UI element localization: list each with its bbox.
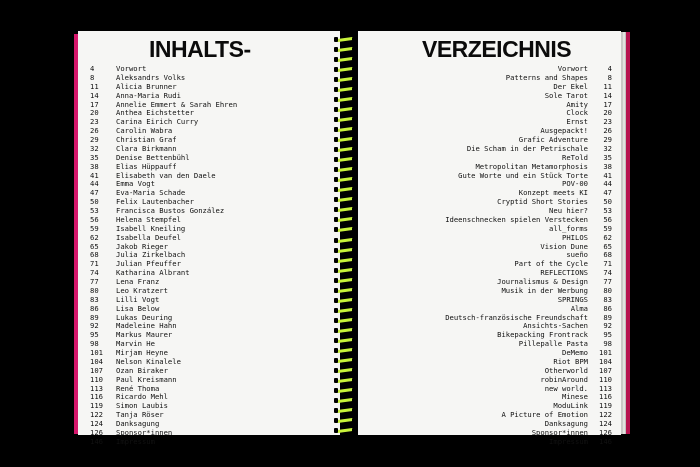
toc-entry-title: Paul Kreismann bbox=[116, 374, 177, 384]
spiral-coil bbox=[334, 47, 356, 52]
toc-entry-title: Julian Pfeuffer bbox=[116, 259, 181, 269]
toc-page-number: 77 bbox=[603, 277, 612, 286]
toc-page-number: 116 bbox=[599, 392, 612, 402]
toc-entry-title: Sole Tarot bbox=[544, 90, 588, 100]
spiral-binding bbox=[334, 37, 356, 433]
toc-page-number: 4 bbox=[607, 64, 612, 73]
spiral-coil bbox=[334, 177, 356, 182]
toc-entry-title: Deutsch-französische Freundschaft bbox=[445, 312, 588, 322]
spiral-coil bbox=[334, 87, 356, 92]
toc-page-number: 113 bbox=[90, 383, 103, 393]
toc-page-number: 86 bbox=[90, 303, 99, 313]
toc-page-number: 56 bbox=[90, 214, 99, 224]
toc-entry-title: Impressum bbox=[549, 436, 588, 446]
toc-entry-title: Gute Worte und ein Stück Torte bbox=[458, 170, 588, 180]
spiral-coil bbox=[334, 57, 356, 62]
toc-entry-title: DeMemo bbox=[562, 348, 588, 357]
toc-page-number: 41 bbox=[90, 170, 99, 180]
spiral-coil bbox=[334, 187, 356, 192]
toc-entry-title: Elisabeth van den Daele bbox=[116, 170, 216, 180]
toc-entry-title: Katharina Albrant bbox=[116, 268, 190, 278]
spiral-coil bbox=[334, 157, 356, 162]
spiral-coil bbox=[334, 368, 356, 373]
toc-entry-title: Clara Birkmann bbox=[116, 143, 177, 153]
toc-page-number: 44 bbox=[90, 179, 99, 189]
toc-page-number: 59 bbox=[90, 223, 99, 233]
spiral-coil bbox=[334, 197, 356, 202]
toc-page-number: 110 bbox=[90, 374, 103, 384]
toc-page-number: 101 bbox=[599, 348, 612, 357]
toc-page-number: 62 bbox=[90, 232, 99, 242]
spiral-coil bbox=[334, 77, 356, 82]
toc-entry bbox=[366, 438, 612, 447]
spiral-coil bbox=[334, 268, 356, 273]
spiral-coil bbox=[334, 378, 356, 383]
spiral-coil bbox=[334, 258, 356, 263]
toc-page-number: 89 bbox=[603, 312, 612, 322]
toc-entry-title: Patterns and Shapes bbox=[505, 72, 588, 82]
toc-page-number: 92 bbox=[603, 321, 612, 331]
toc-page-number: 65 bbox=[603, 241, 612, 251]
toc-page-number: 98 bbox=[603, 339, 612, 349]
toc-page-number: 122 bbox=[599, 410, 612, 420]
toc-entry-title: Lilli Vogt bbox=[116, 294, 160, 304]
toc-entry-title: Danksagung bbox=[116, 419, 160, 428]
toc-entry-title: Carolin Wabra bbox=[116, 126, 173, 136]
right-page-edge bbox=[621, 32, 630, 434]
toc-entry-title: Felix Lautenbacher bbox=[116, 197, 194, 207]
toc-page-number: 104 bbox=[599, 356, 612, 366]
toc-entry-title: A Picture of Emotion bbox=[501, 410, 588, 420]
toc-page-number: 47 bbox=[90, 188, 99, 198]
toc-entry-title: Helena Stempfel bbox=[116, 214, 181, 224]
toc-entry-title: Ausgepackt! bbox=[540, 126, 588, 136]
toc-entry-title: Otherworld bbox=[544, 365, 588, 375]
toc-page-number: 62 bbox=[603, 232, 612, 242]
toc-page-number: 124 bbox=[599, 419, 612, 428]
spiral-coil bbox=[334, 117, 356, 122]
toc-entry-title: Nelson Kinalele bbox=[116, 356, 181, 366]
spiral-coil bbox=[334, 97, 356, 102]
toc-page-number: 4 bbox=[90, 64, 95, 73]
spiral-coil bbox=[334, 388, 356, 393]
toc-page-number: 29 bbox=[603, 135, 612, 144]
toc-page-number: 20 bbox=[90, 108, 99, 118]
toc-page-number: 74 bbox=[90, 268, 99, 278]
toc-page-number: 32 bbox=[90, 143, 99, 153]
toc-entry-title: Annelie Emmert & Sarah Ehren bbox=[116, 99, 238, 109]
spiral-coil bbox=[334, 107, 356, 112]
toc-page-number: 116 bbox=[90, 392, 103, 402]
project-list bbox=[366, 65, 612, 447]
toc-page-number: 68 bbox=[603, 250, 612, 260]
toc-entry-title: Leo Kratzert bbox=[116, 285, 168, 295]
toc-entry-title: Impressum bbox=[116, 436, 155, 446]
toc-page-number: 35 bbox=[603, 152, 612, 162]
toc-page-number: 95 bbox=[90, 330, 99, 340]
toc-entry-title: Musik in der Werbung bbox=[501, 285, 588, 295]
toc-page-number: 83 bbox=[90, 294, 99, 304]
toc-entry-title: René Thoma bbox=[116, 383, 160, 393]
toc-page-number: 35 bbox=[90, 152, 99, 162]
spiral-coil bbox=[334, 428, 356, 433]
toc-entry-title: REFLECTIONS bbox=[540, 268, 588, 278]
toc-entry-title: PHILOS bbox=[562, 232, 588, 242]
toc-entry-title: Danksagung bbox=[544, 419, 588, 428]
toc-entry-title: Marvin He bbox=[116, 339, 155, 349]
spiral-coil bbox=[334, 37, 356, 42]
spiral-coil bbox=[334, 288, 356, 293]
toc-entry-title: Sponsor*innen bbox=[116, 427, 173, 437]
toc-entry-title: Neu hier? bbox=[549, 206, 588, 215]
toc-entry-title: Clock bbox=[566, 108, 588, 118]
toc-page-number: 38 bbox=[603, 161, 612, 171]
toc-page-number: 26 bbox=[90, 126, 99, 136]
toc-page-number: 47 bbox=[603, 188, 612, 198]
toc-entry-title: Anna-Maria Rudi bbox=[116, 90, 181, 100]
toc-page-number: 23 bbox=[90, 117, 99, 127]
spiral-coil bbox=[334, 328, 356, 333]
toc-entry-title: SPRINGS bbox=[557, 294, 588, 304]
toc-page-number: 146 bbox=[599, 436, 612, 446]
toc-entry-title: Bikepacking Frontrack bbox=[497, 330, 588, 340]
toc-entry-title: Riot BPM bbox=[553, 356, 588, 366]
toc-page-number: 92 bbox=[90, 321, 99, 331]
toc-entry-title: ReTold bbox=[562, 152, 588, 162]
spiral-coil bbox=[334, 217, 356, 222]
toc-page-number: 119 bbox=[599, 401, 612, 411]
toc-page-number: 11 bbox=[90, 81, 99, 91]
toc-page-number: 50 bbox=[603, 197, 612, 207]
toc-page-number: 146 bbox=[90, 436, 103, 446]
toc-entry-title: Amity bbox=[566, 99, 588, 109]
toc-page-number: 104 bbox=[90, 356, 103, 366]
toc-entry-title: Pillepalle Pasta bbox=[518, 339, 588, 349]
toc-entry-title: POV-00 bbox=[562, 179, 588, 189]
toc-entry-title: Ansichts-Sachen bbox=[523, 321, 588, 331]
toc-page-number: 101 bbox=[90, 348, 103, 357]
spiral-coil bbox=[334, 278, 356, 283]
toc-entry-title: Der Ekel bbox=[553, 81, 588, 91]
toc-page-number: 124 bbox=[90, 419, 103, 428]
spiral-coil bbox=[334, 127, 356, 132]
toc-page-number: 23 bbox=[603, 117, 612, 127]
toc-page-number: 53 bbox=[90, 206, 99, 215]
toc-page-number: 53 bbox=[603, 206, 612, 215]
toc-page-number: 59 bbox=[603, 223, 612, 233]
toc-entry-title: Vision Dune bbox=[540, 241, 588, 251]
toc-entry-title: Cryptid Short Stories bbox=[497, 197, 588, 207]
spiral-coil bbox=[334, 398, 356, 403]
spiral-coil bbox=[334, 308, 356, 313]
toc-entry-title: Elias Hüppauff bbox=[116, 161, 177, 171]
toc-page-number: 83 bbox=[603, 294, 612, 304]
spiral-coil bbox=[334, 358, 356, 363]
toc-entry-title: Lukas Deuring bbox=[116, 312, 173, 322]
toc-entry-title: Isabell Kneiling bbox=[116, 223, 186, 233]
toc-page-number: 119 bbox=[90, 401, 103, 411]
toc-entry-title: Julia Zirkelbach bbox=[116, 250, 186, 260]
toc-page-number: 11 bbox=[603, 81, 612, 91]
toc-page-number: 38 bbox=[90, 161, 99, 171]
toc-page-number: 126 bbox=[599, 427, 612, 437]
spiral-coil bbox=[334, 137, 356, 142]
toc-entry-title: new world. bbox=[544, 383, 588, 393]
toc-entry-title: Alicia Brunner bbox=[116, 81, 177, 91]
toc-page-number: 126 bbox=[90, 427, 103, 437]
toc-page-number: 71 bbox=[90, 259, 99, 269]
spiral-coil bbox=[334, 238, 356, 243]
spiral-coil bbox=[334, 408, 356, 413]
toc-page-number: 17 bbox=[603, 99, 612, 109]
toc-entry-title: Ozan Biraker bbox=[116, 365, 168, 375]
toc-page-number: 14 bbox=[90, 90, 99, 100]
left-page-title: INHALTS- bbox=[149, 36, 251, 62]
toc-page-number: 26 bbox=[603, 126, 612, 136]
toc-entry-title: Ricardo Mehl bbox=[116, 392, 168, 402]
toc-page-number: 65 bbox=[90, 241, 99, 251]
toc-entry-title: Metropolitan Metamorphosis bbox=[475, 161, 588, 171]
toc-page-number: 56 bbox=[603, 214, 612, 224]
toc-page-number: 71 bbox=[603, 259, 612, 269]
toc-entry-title: Part of the Cycle bbox=[514, 259, 588, 269]
toc-entry-title: Alma bbox=[570, 303, 588, 313]
toc-page-number: 17 bbox=[90, 99, 99, 109]
toc-entry-title: Lena Franz bbox=[116, 277, 160, 286]
toc-page-number: 8 bbox=[607, 72, 612, 82]
toc-page-number: 14 bbox=[603, 90, 612, 100]
spiral-coil bbox=[334, 227, 356, 232]
spiral-coil bbox=[334, 248, 356, 253]
toc-entry-title: all_forms bbox=[549, 223, 588, 233]
toc-entry-title: Markus Maurer bbox=[116, 330, 173, 340]
toc-entry-title: Francisca Bustos González bbox=[116, 206, 225, 215]
toc-entry-title: Simon Laubis bbox=[116, 401, 168, 411]
toc-entry-title: Ideenschnecken spielen Verstecken bbox=[445, 214, 588, 224]
toc-entry-title: Lisa Below bbox=[116, 303, 160, 313]
toc-entry-title: Jakob Rieger bbox=[116, 241, 168, 251]
toc-entry-title: Vorwort bbox=[116, 64, 147, 73]
toc-page-number: 86 bbox=[603, 303, 612, 313]
toc-entry-title: ModuLink bbox=[553, 401, 588, 411]
toc-page-number: 95 bbox=[603, 330, 612, 340]
toc-page-number: 80 bbox=[90, 285, 99, 295]
toc-page-number: 89 bbox=[90, 312, 99, 322]
toc-entry-title: Ernst bbox=[566, 117, 588, 127]
toc-page-number: 50 bbox=[90, 197, 99, 207]
spiral-coil bbox=[334, 318, 356, 323]
spiral-coil bbox=[334, 418, 356, 423]
author-list bbox=[90, 65, 330, 447]
toc-page-number: 110 bbox=[599, 374, 612, 384]
toc-entry-title: Tanja Röser bbox=[116, 410, 164, 420]
toc-page-number: 113 bbox=[599, 383, 612, 393]
toc-entry-title: Eva-Maria Schade bbox=[116, 188, 186, 198]
toc-entry-title: Denise Bettenbühl bbox=[116, 152, 190, 162]
toc-page-number: 107 bbox=[599, 365, 612, 375]
left-page bbox=[78, 31, 340, 446]
toc-page-number: 20 bbox=[603, 108, 612, 118]
spiral-coil bbox=[334, 348, 356, 353]
toc-entry-title: Carina Eirich Curry bbox=[116, 117, 199, 127]
toc-page-number: 107 bbox=[90, 365, 103, 375]
toc-page-number: 77 bbox=[90, 277, 99, 286]
toc-page-number: 29 bbox=[90, 135, 99, 144]
toc-page-number: 32 bbox=[603, 143, 612, 153]
toc-entry-title: Emma Vogt bbox=[116, 179, 155, 189]
toc-entry-title: Christian Graf bbox=[116, 135, 177, 144]
right-page bbox=[358, 31, 621, 446]
toc-page-number: 98 bbox=[90, 339, 99, 349]
toc-entry-title: Vorwort bbox=[557, 64, 588, 73]
toc-entry-title: Sponsor*innen bbox=[531, 427, 588, 437]
toc-page-number: 68 bbox=[90, 250, 99, 260]
toc-entry-title: robinAround bbox=[540, 374, 588, 384]
toc-entry-title: Mirjam Heyne bbox=[116, 348, 168, 357]
toc-entry-title: Isabella Deufel bbox=[116, 232, 181, 242]
spiral-coil bbox=[334, 338, 356, 343]
spiral-coil bbox=[334, 67, 356, 72]
toc-page-number: 74 bbox=[603, 268, 612, 278]
toc-entry-title: Journalismus & Design bbox=[497, 277, 588, 286]
toc-page-number: 41 bbox=[603, 170, 612, 180]
spiral-coil bbox=[334, 298, 356, 303]
toc-entry-title: Minese bbox=[562, 392, 588, 402]
toc-entry-title: Aleksandrs Volks bbox=[116, 72, 186, 82]
spiral-coil bbox=[334, 147, 356, 152]
toc-entry bbox=[90, 438, 330, 447]
toc-page-number: 122 bbox=[90, 410, 103, 420]
toc-entry-title: Die Scham in der Petrischale bbox=[466, 143, 588, 153]
toc-entry-title: Madeleine Hahn bbox=[116, 321, 177, 331]
toc-entry-title: Konzept meets KI bbox=[518, 188, 588, 198]
toc-entry-title: Grafic Adventure bbox=[518, 135, 588, 144]
spiral-coil bbox=[334, 207, 356, 212]
toc-page-number: 80 bbox=[603, 285, 612, 295]
toc-entry-title: sueño bbox=[566, 250, 588, 260]
toc-page-number: 8 bbox=[90, 72, 95, 82]
right-page-title: VERZEICHNIS bbox=[422, 36, 572, 62]
toc-entry-title: Anthea Eichstetter bbox=[116, 108, 194, 118]
toc-page-number: 44 bbox=[603, 179, 612, 189]
spiral-coil bbox=[334, 167, 356, 172]
